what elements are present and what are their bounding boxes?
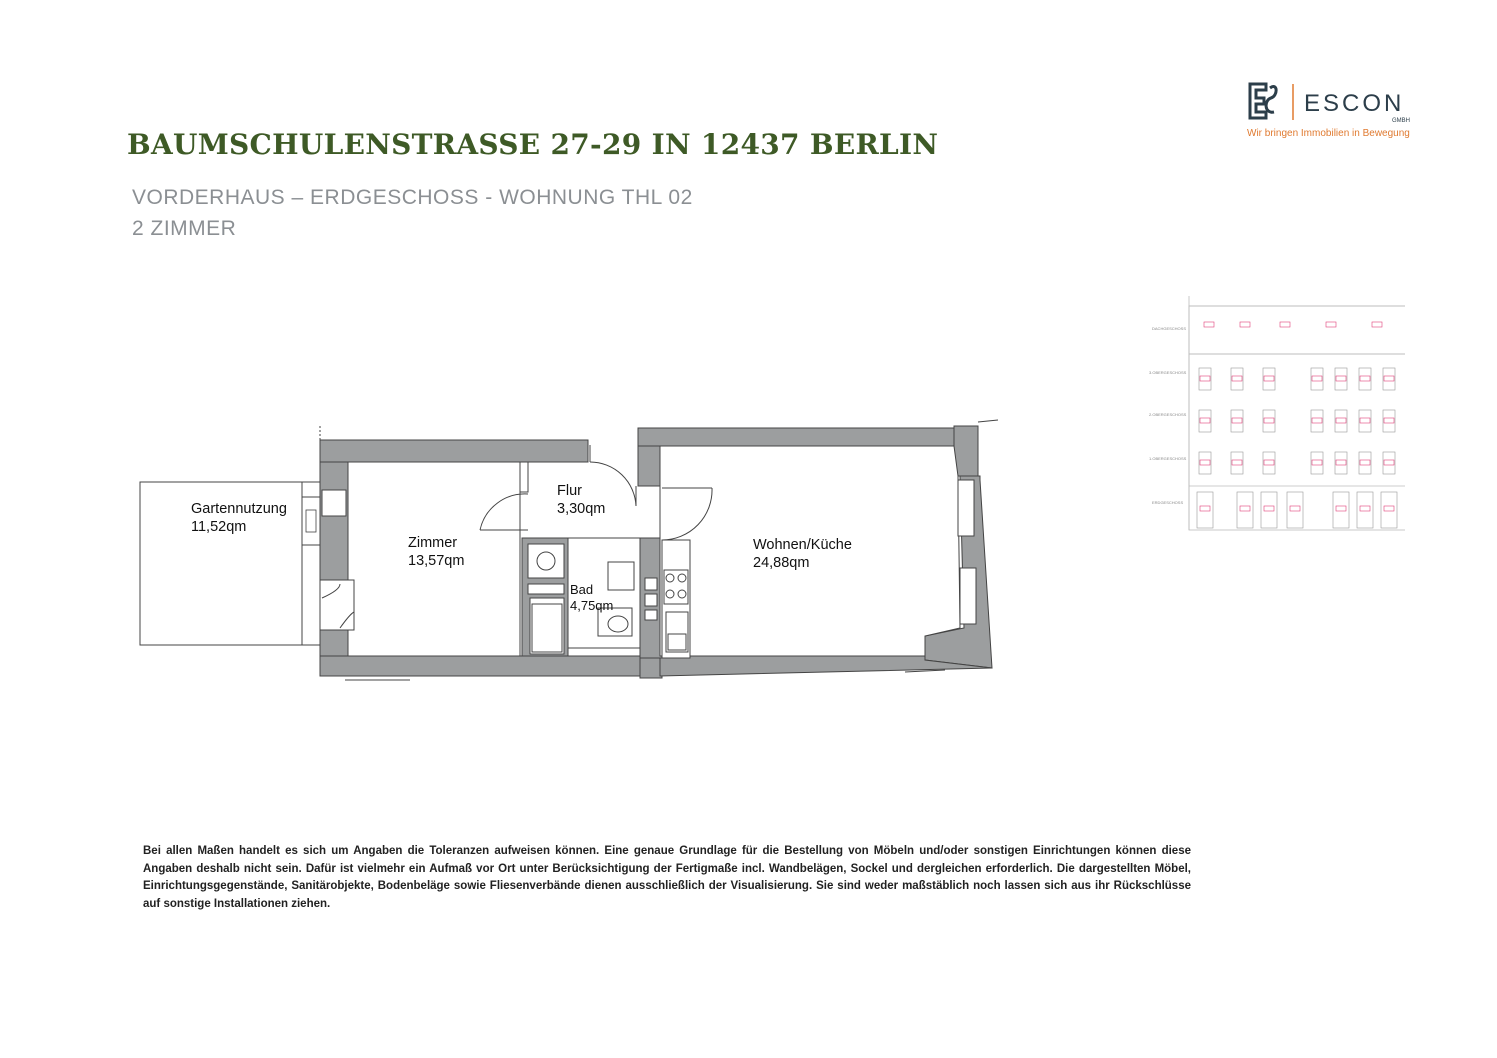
room-area: 11,52qm xyxy=(191,519,247,535)
unit-marker xyxy=(1200,418,1210,423)
elevation-window xyxy=(1383,410,1395,432)
elevation-window xyxy=(1383,368,1395,390)
room-area: 4,75qm xyxy=(570,598,614,613)
elevation-window xyxy=(1335,452,1347,474)
room-bad xyxy=(570,582,613,614)
elevation-window xyxy=(1199,368,1211,390)
unit-marker xyxy=(1336,418,1346,423)
room-name: Zimmer xyxy=(408,535,458,551)
elevation-floor-label: 3.OBERGESCHOSS xyxy=(1149,370,1187,375)
elevation-door xyxy=(1287,492,1303,528)
logo-wordmark: ESCON xyxy=(1304,90,1405,117)
page-title: BAUMSCHULENSTRASSE 27-29 IN 12437 BERLIN xyxy=(127,128,939,161)
elevation-floor-label: 1.OBERGESCHOSS xyxy=(1149,456,1187,461)
room-zimmer xyxy=(408,534,464,570)
elevation-window xyxy=(1359,410,1371,432)
elevation-window xyxy=(1263,452,1275,474)
elevation-floor-label: 2.OBERGESCHOSS xyxy=(1149,412,1187,417)
unit-marker xyxy=(1384,506,1394,511)
unit-marker xyxy=(1204,322,1214,327)
unit-marker xyxy=(1280,322,1290,327)
subtitle-rooms: 2 ZIMMER xyxy=(132,217,237,240)
room-area: 3,30qm xyxy=(557,501,606,517)
unit-marker xyxy=(1264,506,1274,511)
elevation-floor-label: DACHGESCHOSS xyxy=(1152,326,1187,331)
elevation-floor-label: ERDGESCHOSS xyxy=(1152,500,1184,505)
elevation-window xyxy=(1231,410,1243,432)
unit-marker xyxy=(1290,506,1300,511)
room-gartennutzung xyxy=(191,500,287,536)
room-flur xyxy=(557,482,605,518)
unit-marker xyxy=(1360,376,1370,381)
unit-marker xyxy=(1264,376,1274,381)
elevation-window xyxy=(1383,452,1395,474)
unit-marker xyxy=(1200,460,1210,465)
unit-marker xyxy=(1384,418,1394,423)
logo-suffix: GMBH xyxy=(1392,118,1410,124)
elevation-window xyxy=(1263,368,1275,390)
room-name: Bad xyxy=(570,582,594,597)
elevation-door xyxy=(1357,492,1373,528)
room-name: Wohnen/Küche xyxy=(753,537,852,553)
room-area: 24,88qm xyxy=(753,555,810,571)
disclaimer-text: Bei allen Maßen handelt es sich um Angaben die Toleranzen aufweisen können. Eine genaue Grundlage für die Bestellung von Möbeln und/oder sonstigen Einrichtungen können diese Angaben deshalb nicht sein. Dafür ist vielmehr ein Aufmaß vor Ort unter Berücksichtigung der Fertigmaße incl. Wandbelägen, Sockel und dergleichen erforderlich. Die dargestellten Möbel, Einrichtungsgegenstände, Sanitärobjekte, Bodenbeläge sowie Fliesenverbände dienen ausschließlich der Visualisierung. Sie sind weder maßstäblich noch lassen sich aus ihr Rückschlüsse auf sonstige Installationen ziehen. xyxy=(143,845,1191,910)
unit-marker xyxy=(1360,460,1370,465)
unit-marker xyxy=(1360,506,1370,511)
elevation-window xyxy=(1231,452,1243,474)
unit-marker xyxy=(1336,376,1346,381)
elevation-door xyxy=(1237,492,1253,528)
room-name: Flur xyxy=(557,483,582,499)
elevation-window xyxy=(1359,452,1371,474)
elevation-window xyxy=(1335,368,1347,390)
elevation-window xyxy=(1335,410,1347,432)
elevation-window xyxy=(1311,410,1323,432)
unit-marker xyxy=(1200,506,1210,511)
elevation-door xyxy=(1197,492,1213,528)
elevation-window xyxy=(1359,368,1371,390)
unit-marker xyxy=(1384,460,1394,465)
unit-marker xyxy=(1384,376,1394,381)
unit-marker xyxy=(1360,418,1370,423)
unit-marker xyxy=(1232,376,1242,381)
unit-marker xyxy=(1336,506,1346,511)
room-wohnen-kueche xyxy=(753,536,852,572)
elevation-window xyxy=(1263,410,1275,432)
unit-marker xyxy=(1264,418,1274,423)
unit-marker xyxy=(1312,418,1322,423)
elevation-door xyxy=(1333,492,1349,528)
elevation-window xyxy=(1231,368,1243,390)
unit-marker xyxy=(1372,322,1382,327)
subtitle-unit: VORDERHAUS – ERDGESCHOSS - WOHNUNG THL 02 xyxy=(132,186,693,209)
unit-marker xyxy=(1240,506,1250,511)
room-area: 13,57qm xyxy=(408,553,465,569)
unit-marker xyxy=(1232,418,1242,423)
elevation-door xyxy=(1261,492,1277,528)
unit-marker xyxy=(1240,322,1250,327)
unit-marker xyxy=(1264,460,1274,465)
unit-marker xyxy=(1312,376,1322,381)
unit-marker xyxy=(1336,460,1346,465)
unit-marker xyxy=(1232,460,1242,465)
unit-marker xyxy=(1200,376,1210,381)
unit-marker xyxy=(1326,322,1336,327)
logo-tagline: Wir bringen Immobilien in Bewegung xyxy=(1247,128,1410,139)
elevation-window xyxy=(1199,452,1211,474)
unit-marker xyxy=(1312,460,1322,465)
elevation-window xyxy=(1311,368,1323,390)
room-name: Gartennutzung xyxy=(191,501,287,517)
elevation-door xyxy=(1381,492,1397,528)
elevation-window xyxy=(1199,410,1211,432)
elevation-window xyxy=(1311,452,1323,474)
